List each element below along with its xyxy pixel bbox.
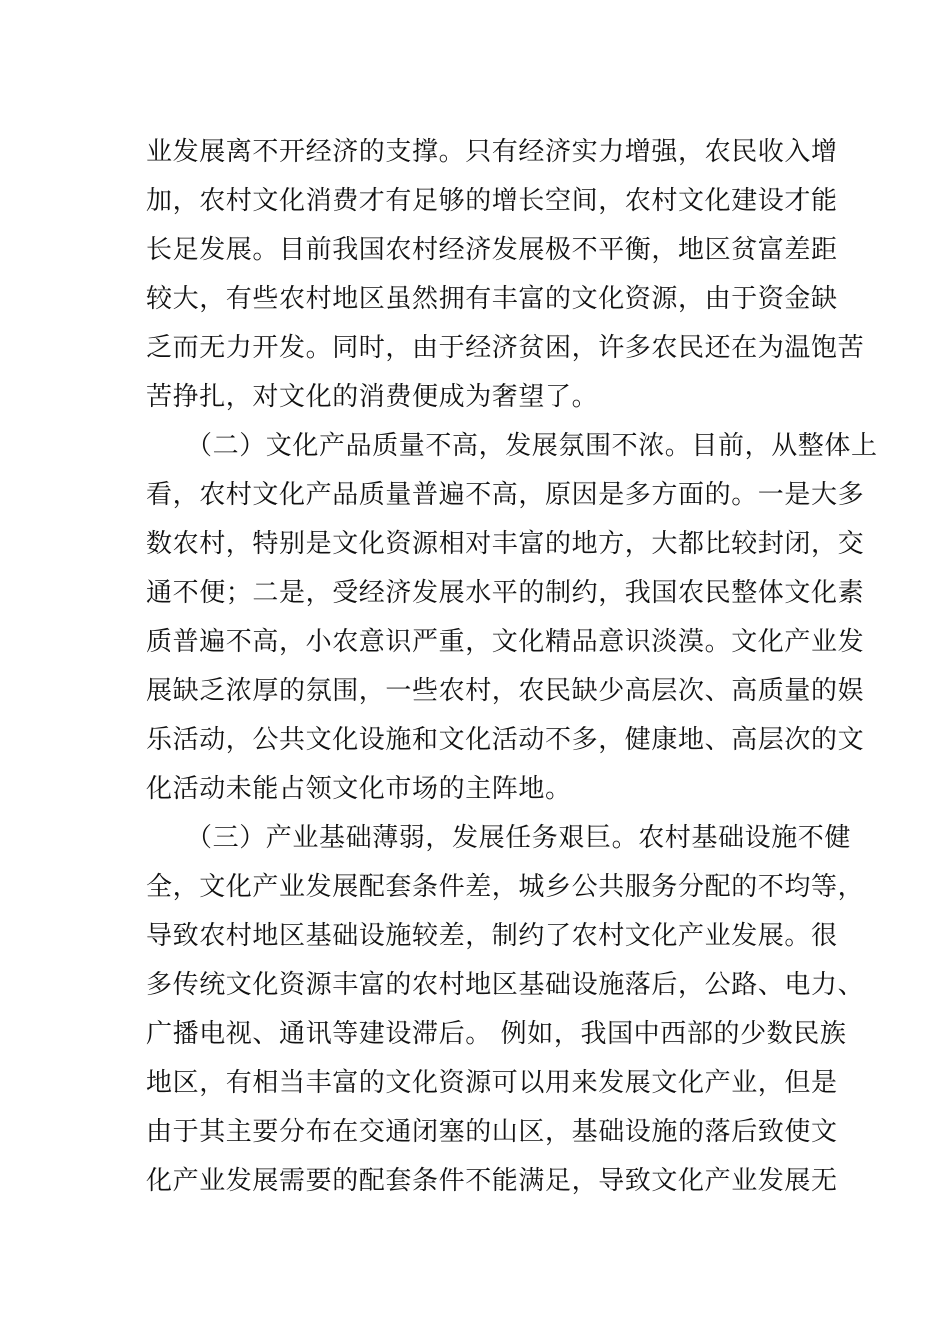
text-line: 乏而无力开发。同时，由于经济贫困，许多农民还在为温饱苦 [146, 333, 865, 363]
text-line: 化活动未能占领文化市场的主阵地。 [146, 774, 572, 804]
text-line: 导致农村地区基础设施较差，制约了农村文化产业发展。很 [146, 921, 838, 951]
text-line: 业发展离不开经济的支撑。只有经济实力增强，农民收入增 [146, 137, 838, 167]
text-line: 由于其主要分布在交通闭塞的山区，基础设施的落后致使文 [146, 1117, 838, 1147]
text-line: 全，文化产业发展配套条件差，城乡公共服务分配的不均等， [146, 872, 865, 902]
text-line: 化产业发展需要的配套条件不能满足，导致文化产业发展无 [146, 1166, 838, 1196]
body-text [146, 128, 878, 1206]
text-line: 长足发展。目前我国农村经济发展极不平衡，地区贫富差距 [146, 235, 838, 265]
text-line: 广播电视、通讯等建设滞后。 例如，我国中西部的少数民族 [146, 1019, 847, 1049]
text-line: 加，农村文化消费才有足够的增长空间，农村文化建设才能 [146, 186, 838, 216]
text-line: 地区，有相当丰富的文化资源可以用来发展文化产业，但是 [146, 1068, 838, 1098]
text-line: 展缺乏浓厚的氛围，一些农村，农民缺少高层次、高质量的娱 [146, 676, 865, 706]
section-heading-line: （二）文化产品质量不高，发展氛围不浓。目前，从整体上 [186, 431, 878, 461]
text-line: 看，农村文化产品质量普遍不高，原因是多方面的。一是大多 [146, 480, 865, 510]
section-heading-line: （三）产业基础薄弱，发展任务艰巨。农村基础设施不健 [186, 823, 852, 853]
text-line: 质普遍不高，小农意识严重，文化精品意识淡漠。文化产业发 [146, 627, 865, 657]
text-line: 较大，有些农村地区虽然拥有丰富的文化资源，由于资金缺 [146, 284, 838, 314]
text-line: 数农村，特别是文化资源相对丰富的地方，大都比较封闭，交 [146, 529, 865, 559]
text-line: 多传统文化资源丰富的农村地区基础设施落后，公路、电力、 [146, 970, 865, 1000]
text-line: 通不便；二是，受经济发展水平的制约，我国农民整体文化素 [146, 578, 865, 608]
text-line: 苦挣扎，对文化的消费便成为奢望了。 [146, 382, 599, 412]
text-line: 乐活动，公共文化设施和文化活动不多，健康地、高层次的文 [146, 725, 865, 755]
